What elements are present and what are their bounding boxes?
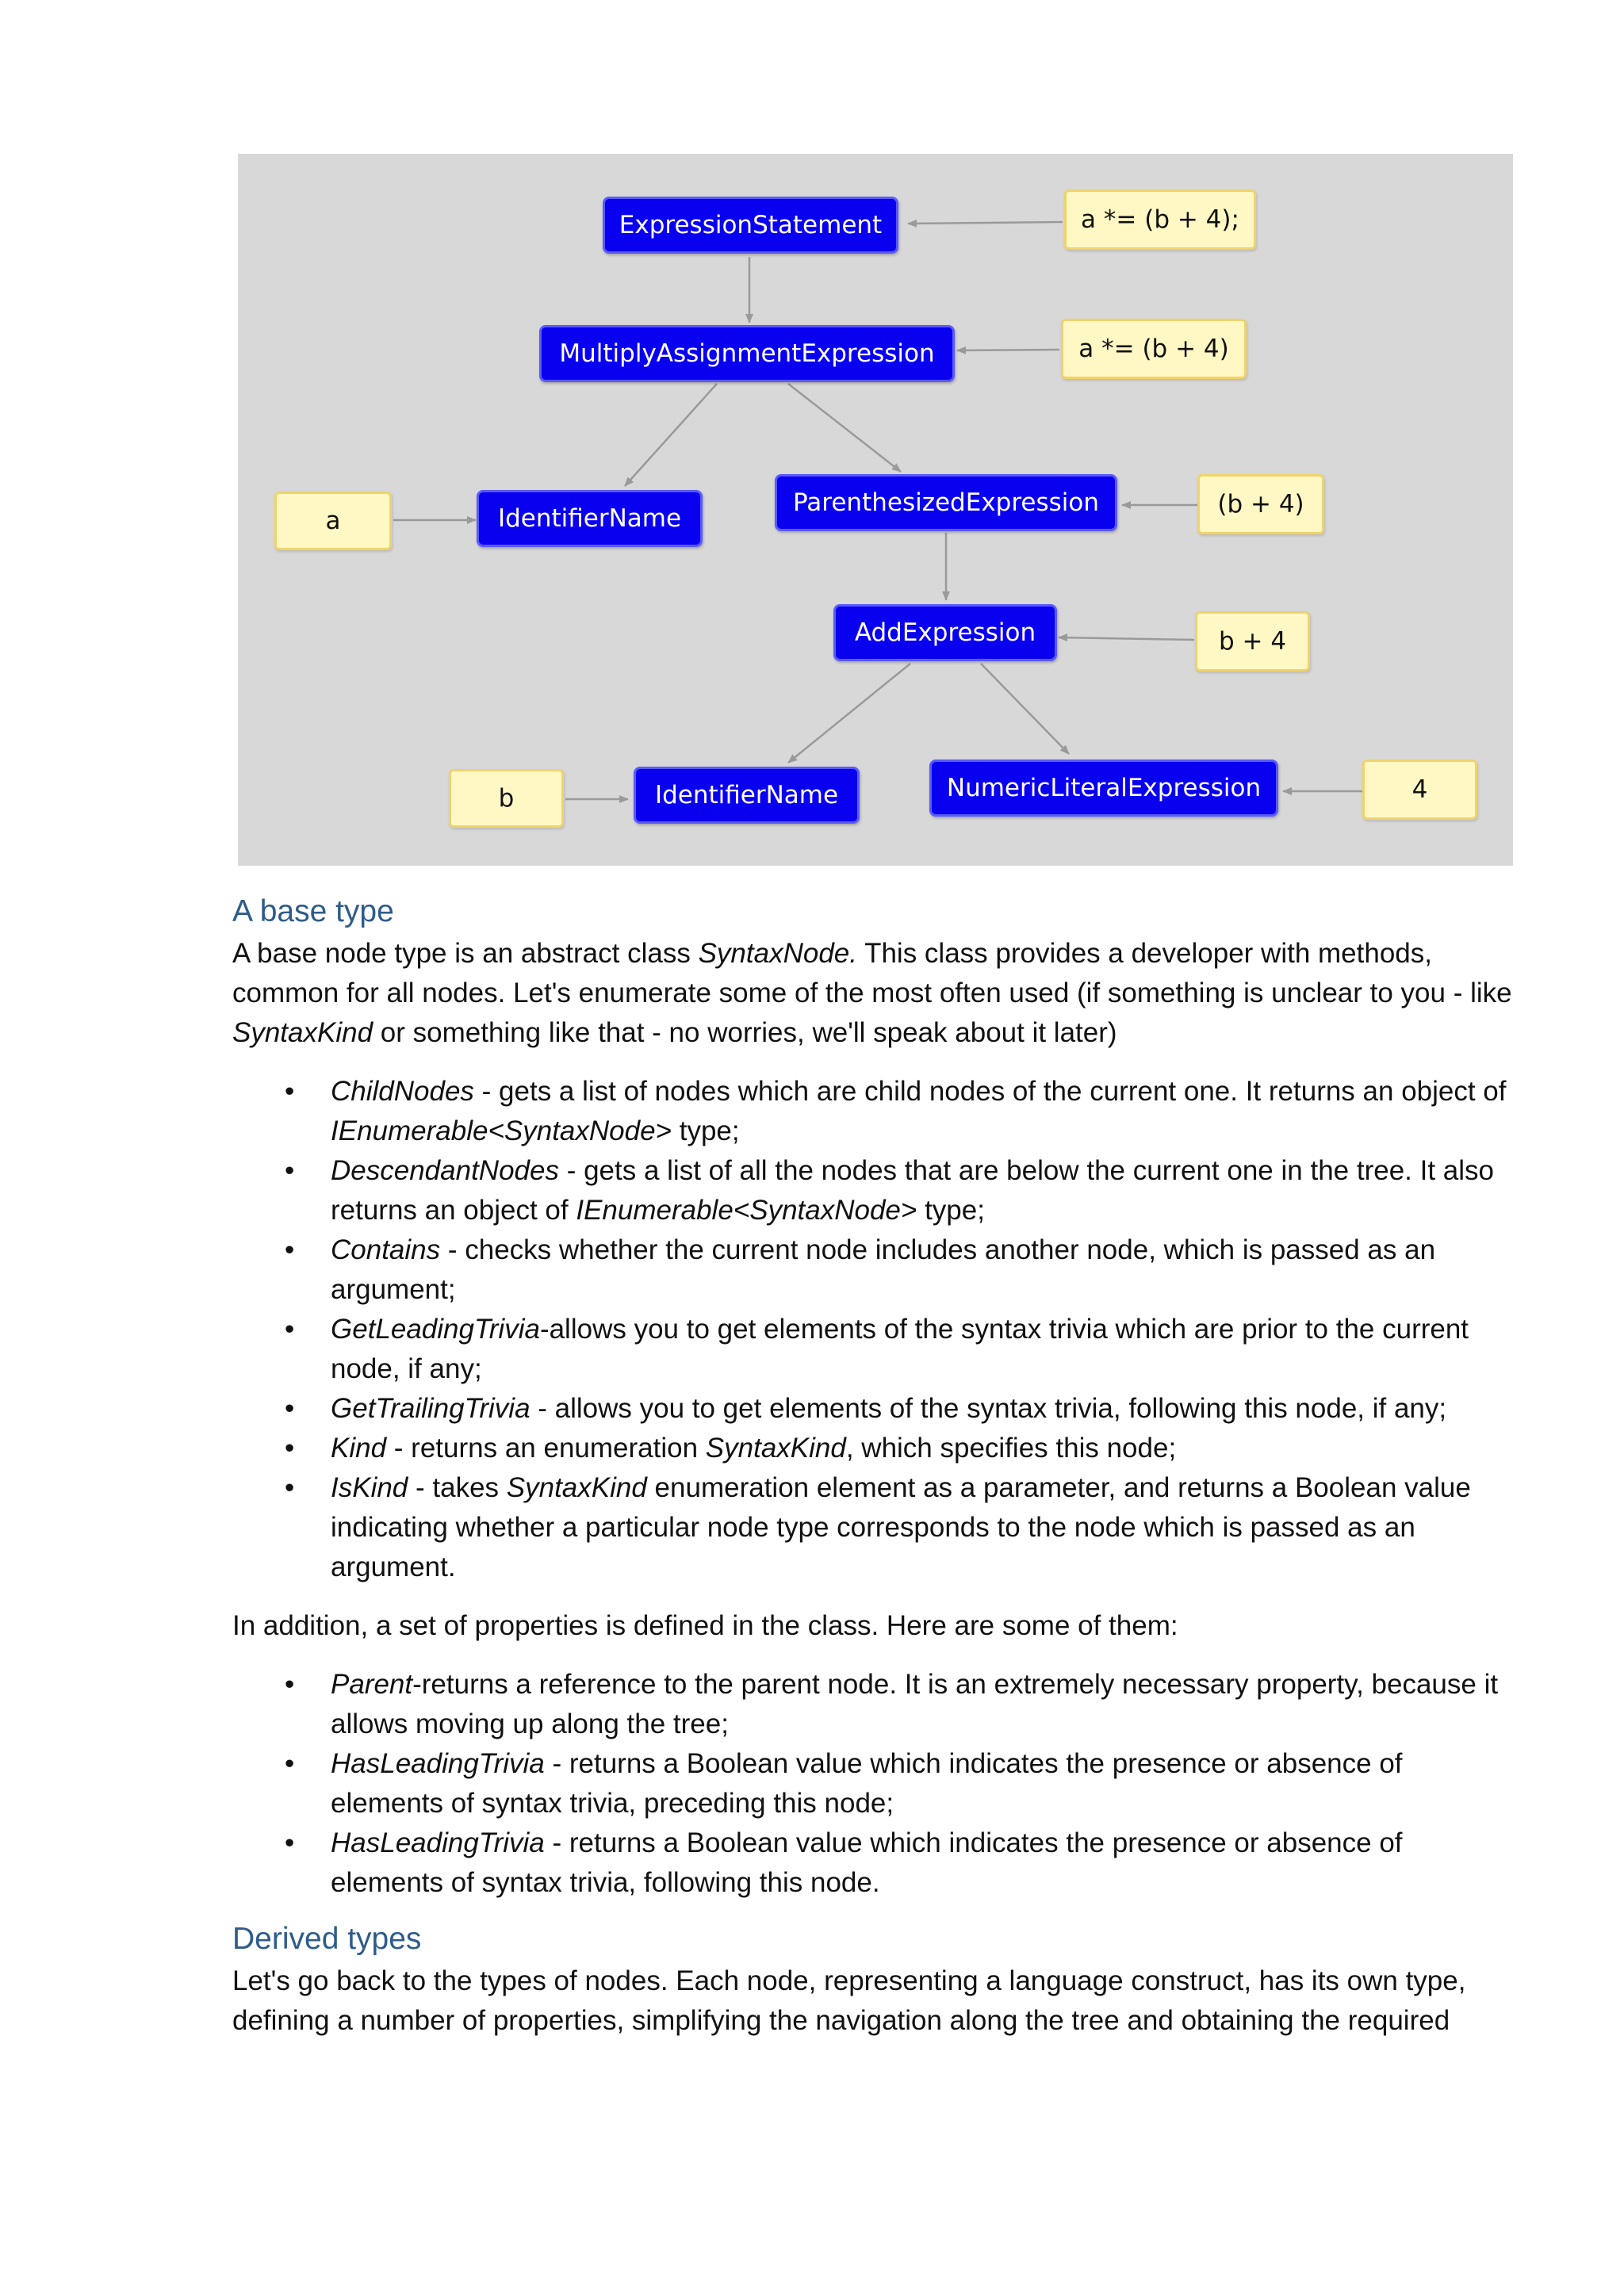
bullet-icon: •	[285, 1669, 295, 1700]
arrow-stmt-token	[908, 222, 1063, 224]
section-heading-derived-types: Derived types	[232, 1922, 422, 1956]
bullet-icon: •	[285, 1472, 295, 1503]
bullet-icon: •	[285, 1234, 295, 1265]
bullet-icon: •	[285, 1433, 295, 1464]
bullet-icon: •	[285, 1076, 295, 1107]
token-b: b	[449, 769, 564, 828]
list-item: • Kind - returns an enumeration SyntaxKind, which specifies this node;	[232, 1429, 1517, 1468]
node-parenthesized-expression: ParenthesizedExpression	[775, 474, 1117, 531]
token-multiply-text: a *= (b + 4)	[1061, 319, 1247, 379]
node-expression-statement: ExpressionStatement	[603, 197, 898, 254]
arrow-add-ident-b	[788, 664, 910, 763]
syntax-tree-diagram	[238, 154, 1513, 866]
section-heading-base-type: A base type	[232, 894, 394, 928]
node-identifier-name-b: IdentifierName	[634, 767, 860, 824]
token-a: a	[274, 492, 392, 550]
methods-list	[232, 1072, 1517, 1587]
list-item: • DescendantNodes - gets a list of all the nodes that are below the current one in the tree. It also returns an object of IEnumerable<SyntaxNode> type;	[232, 1151, 1517, 1230]
derived-types-paragraph: Let's go back to the types of nodes. Each node, representing a language construct, has its own type, defining a number of properties, simplifying the navigation along the tree and obtaining the required	[232, 1965, 1466, 2036]
list-item: • GetTrailingTrivia - allows you to get elements of the syntax trivia, following this node, if any;	[232, 1389, 1517, 1429]
token-4: 4	[1362, 760, 1477, 820]
bullet-icon: •	[285, 1393, 295, 1424]
bullet-icon: •	[285, 1827, 295, 1858]
node-multiply-assignment-expression: MultiplyAssignmentExpression	[539, 325, 955, 382]
node-add-expression: AddExpression	[833, 604, 1057, 661]
node-identifier-name-a: IdentifierName	[477, 490, 703, 547]
list-item: • HasLeadingTrivia - returns a Boolean value which indicates the presence or absence of elements of syntax trivia, preceding this node;	[232, 1744, 1517, 1823]
arrow-mult-paren	[788, 384, 901, 472]
arrow-mult-ident-a	[625, 384, 717, 486]
list-item: • GetLeadingTrivia-allows you to get elements of the syntax trivia which are prior to the current node, if any;	[232, 1310, 1517, 1389]
arrow-add-numeric	[981, 664, 1069, 754]
properties-intro: In addition, a set of properties is defined in the class. Here are some of them:	[232, 1610, 1178, 1641]
token-statement-text: a *= (b + 4);	[1064, 189, 1256, 250]
list-item: • IsKind - takes SyntaxKind enumeration element as a parameter, and returns a Boolean value indicating whether a particular node type corresponds to the node which is passed as an argument.	[232, 1468, 1517, 1587]
intro-paragraph: A base node type is an abstract class SyntaxNode. This class provides a developer with methods, common for all nodes. Let's enumerate some of the most often used (if something is unclear to you - like SyntaxKind or something like that - no worries, we'll speak about it later)	[232, 938, 1512, 1048]
token-add-text: b + 4	[1195, 611, 1310, 672]
bullet-icon: •	[285, 1314, 295, 1345]
document-body	[232, 890, 1517, 2041]
list-item: • HasLeadingTrivia - returns a Boolean value which indicates the presence or absence of elements of syntax trivia, following this node.	[232, 1823, 1517, 1903]
list-item: • ChildNodes - gets a list of nodes which are child nodes of the current one. It returns an object of IEnumerable<SyntaxNode> type;	[232, 1072, 1517, 1151]
list-item: • Parent-returns a reference to the parent node. It is an extremely necessary property, because it allows moving up along the tree;	[232, 1665, 1517, 1744]
list-item: • Contains - checks whether the current node includes another node, which is passed as an argument;	[232, 1230, 1517, 1310]
bullet-icon: •	[285, 1748, 295, 1779]
bullet-icon: •	[285, 1155, 295, 1186]
token-paren-text: (b + 4)	[1197, 474, 1324, 534]
node-numeric-literal-expression: NumericLiteralExpression	[929, 760, 1278, 817]
arrow-add-token	[1059, 637, 1194, 640]
properties-list	[232, 1665, 1517, 1903]
